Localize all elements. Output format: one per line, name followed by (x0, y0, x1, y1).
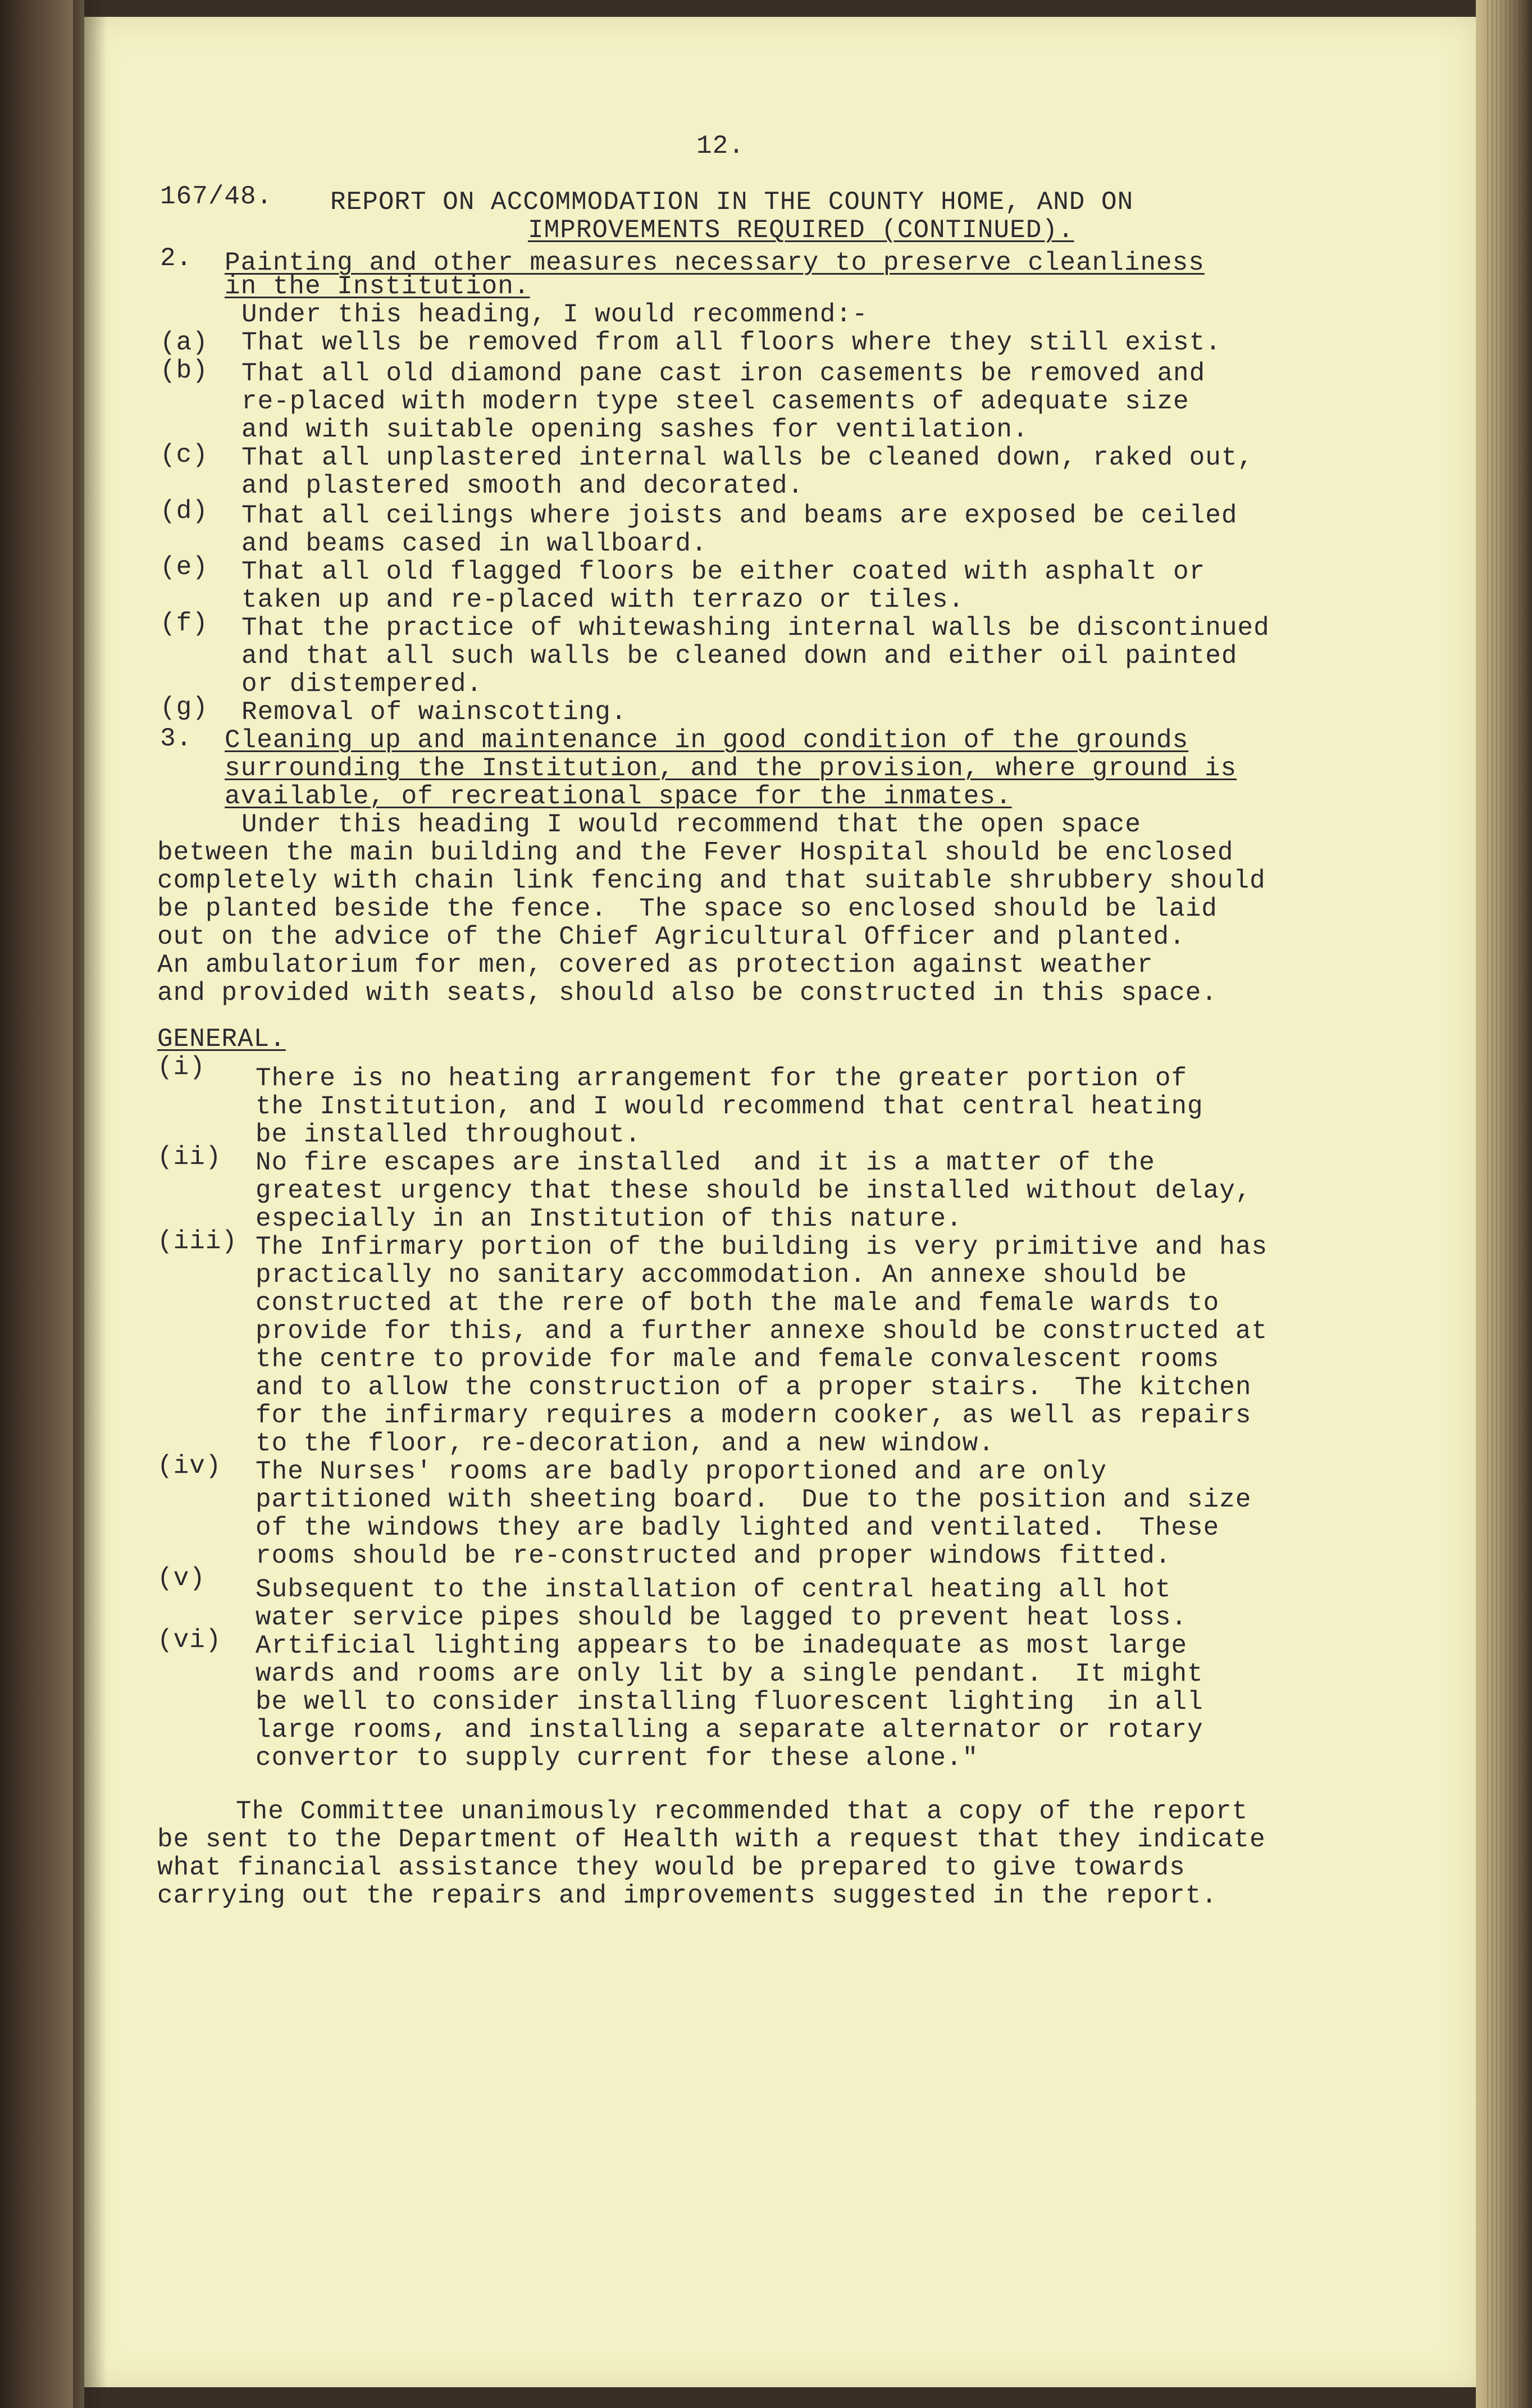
section-3-para-line-5: out on the advice of the Chief Agricultural Officer and planted. (157, 922, 1186, 952)
section-3-heading-line-3: available, of recreational space for the inmates. (225, 782, 1012, 811)
general-vi-line-5: convertor to supply current for these alone." (256, 1744, 979, 1773)
section-3-number: 3. (160, 724, 193, 753)
closing-line-4: carrying out the repairs and improvements suggested in the report. (157, 1881, 1218, 1910)
item-marker-g: (g) (160, 693, 208, 722)
section-3-para-line-4: be planted beside the fence. The space so enclosed should be laid (157, 894, 1218, 923)
section-2-number: 2. (160, 244, 193, 273)
item-marker-a: (a) (160, 328, 208, 357)
item-a-line-1: That wells be removed from all floors where they still exist. (241, 328, 1221, 357)
general-vi-line-2: wards and rooms are only lit by a single pendant. It might (256, 1659, 1203, 1688)
general-iv-line-4: rooms should be re-constructed and proper windows fitted. (256, 1541, 1171, 1571)
section-3-para-line-6: An ambulatorium for men, covered as protection against weather (157, 950, 1153, 980)
general-iv-line-1: The Nurses' rooms are badly proportioned and are only (256, 1457, 1107, 1486)
general-i-line-2: the Institution, and I would recommend that central heating (256, 1092, 1203, 1121)
section-3-heading-line-2: surrounding the Institution, and the provision, where ground is (225, 754, 1237, 783)
section-3-para-line-1: Under this heading I would recommend that the open space (241, 810, 1141, 839)
report-title-line-1: REPORT ON ACCOMMODATION IN THE COUNTY HOME, AND ON (330, 188, 1134, 217)
closing-line-3: what financial assistance they would be prepared to give towards (157, 1853, 1186, 1882)
general-iii-line-6: and to allow the construction of a proper stairs. The kitchen (256, 1373, 1252, 1402)
item-e-line-2: taken up and re-placed with terrazo or tiles. (241, 585, 965, 614)
general-iii-line-1: The Infirmary portion of the building is very primitive and has (256, 1232, 1268, 1262)
item-f-line-1: That the practice of whitewashing internal walls be discontinued (241, 613, 1270, 643)
item-marker-f: (f) (160, 609, 208, 638)
closing-line-2: be sent to the Department of Health with a request that they indicate (157, 1825, 1266, 1854)
page-number: 12. (696, 131, 745, 161)
section-3-para-line-2: between the main building and the Fever Hospital should be enclosed (157, 838, 1234, 867)
item-b-line-3: and with suitable opening sashes for ventilation. (241, 415, 1029, 444)
item-f-line-2: and that all such walls be cleaned down and either oil painted (241, 641, 1238, 671)
item-b-line-1: That all old diamond pane cast iron casements be removed and (241, 359, 1206, 388)
item-g-line-1: Removal of wainscotting. (241, 698, 627, 727)
section-2-heading-line-2: in the Institution. (225, 272, 530, 301)
item-c-line-1: That all unplastered internal walls be cleaned down, raked out, (241, 443, 1254, 472)
general-iii-line-3: constructed at the rere of both the male and female wards to (256, 1289, 1220, 1318)
item-marker-c: (c) (160, 440, 208, 470)
general-marker-ii: (ii) (157, 1142, 222, 1172)
general-iii-line-2: practically no sanitary accommodation. An annexe should be (256, 1260, 1188, 1290)
general-vi-line-3: be well to consider installing fluorescent lighting in all (256, 1687, 1203, 1717)
general-vi-line-1: Artificial lighting appears to be inadequate as most large (256, 1631, 1188, 1660)
item-d-line-2: and beams cased in wallboard. (241, 529, 708, 558)
general-i-line-1: There is no heating arrangement for the greater portion of (256, 1064, 1188, 1093)
general-marker-v: (v) (157, 1564, 206, 1593)
general-ii-line-1: No fire escapes are installed and it is a matter of the (256, 1148, 1155, 1177)
closing-line-1: The Committee unanimously recommended that a copy of the report (236, 1797, 1248, 1826)
general-v-line-2: water service pipes should be lagged to prevent heat loss. (256, 1603, 1188, 1632)
general-iii-line-8: to the floor, re-decoration, and a new window. (256, 1429, 995, 1458)
general-vi-line-4: large rooms, and installing a separate alternator or rotary (256, 1715, 1203, 1745)
item-f-line-3: or distempered. (241, 670, 483, 699)
general-ii-line-2: greatest urgency that these should be installed without delay, (256, 1176, 1252, 1205)
general-marker-vi: (vi) (157, 1626, 222, 1655)
item-c-line-2: and plastered smooth and decorated. (241, 471, 804, 500)
item-d-line-1: That all ceilings where joists and beams are exposed be ceiled (241, 501, 1238, 530)
item-marker-e: (e) (160, 553, 208, 582)
section-3-heading-line-1: Cleaning up and maintenance in good condition of the grounds (225, 726, 1189, 755)
general-iv-line-2: partitioned with sheeting board. Due to the position and size (256, 1485, 1252, 1514)
general-iii-line-4: provide for this, and a further annexe should be constructed at (256, 1317, 1268, 1346)
item-b-line-2: re-placed with modern type steel casements of adequate size (241, 387, 1189, 416)
general-marker-iii: (iii) (157, 1227, 238, 1256)
item-marker-d: (d) (160, 497, 208, 526)
section-2-intro: Under this heading, I would recommend:- (241, 300, 868, 329)
report-title-line-2: IMPROVEMENTS REQUIRED (CONTINUED). (528, 216, 1074, 245)
general-i-line-3: be installed throughout. (256, 1120, 641, 1149)
general-ii-line-3: especially in an Institution of this nature. (256, 1204, 963, 1233)
general-marker-i: (i) (157, 1053, 206, 1082)
report-reference: 167/48. (160, 182, 273, 211)
general-iv-line-3: of the windows they are badly lighted and ventilated. These (256, 1513, 1220, 1542)
general-iii-line-7: for the infirmary requires a modern cooker, as well as repairs (256, 1401, 1252, 1430)
general-iii-line-5: the centre to provide for male and female convalescent rooms (256, 1345, 1220, 1374)
general-v-line-1: Subsequent to the installation of central heating all hot (256, 1575, 1171, 1604)
item-e-line-1: That all old flagged floors be either coated with asphalt or (241, 557, 1206, 586)
section-3-para-line-7: and provided with seats, should also be constructed in this space. (157, 978, 1218, 1008)
general-marker-iv: (iv) (157, 1451, 222, 1481)
section-3-para-line-3: completely with chain link fencing and that suitable shrubbery should (157, 866, 1266, 895)
item-marker-b: (b) (160, 356, 208, 385)
general-heading: GENERAL. (157, 1025, 286, 1054)
section-2-heading-line-1: Painting and other measures necessary to preserve cleanliness (225, 248, 1205, 277)
